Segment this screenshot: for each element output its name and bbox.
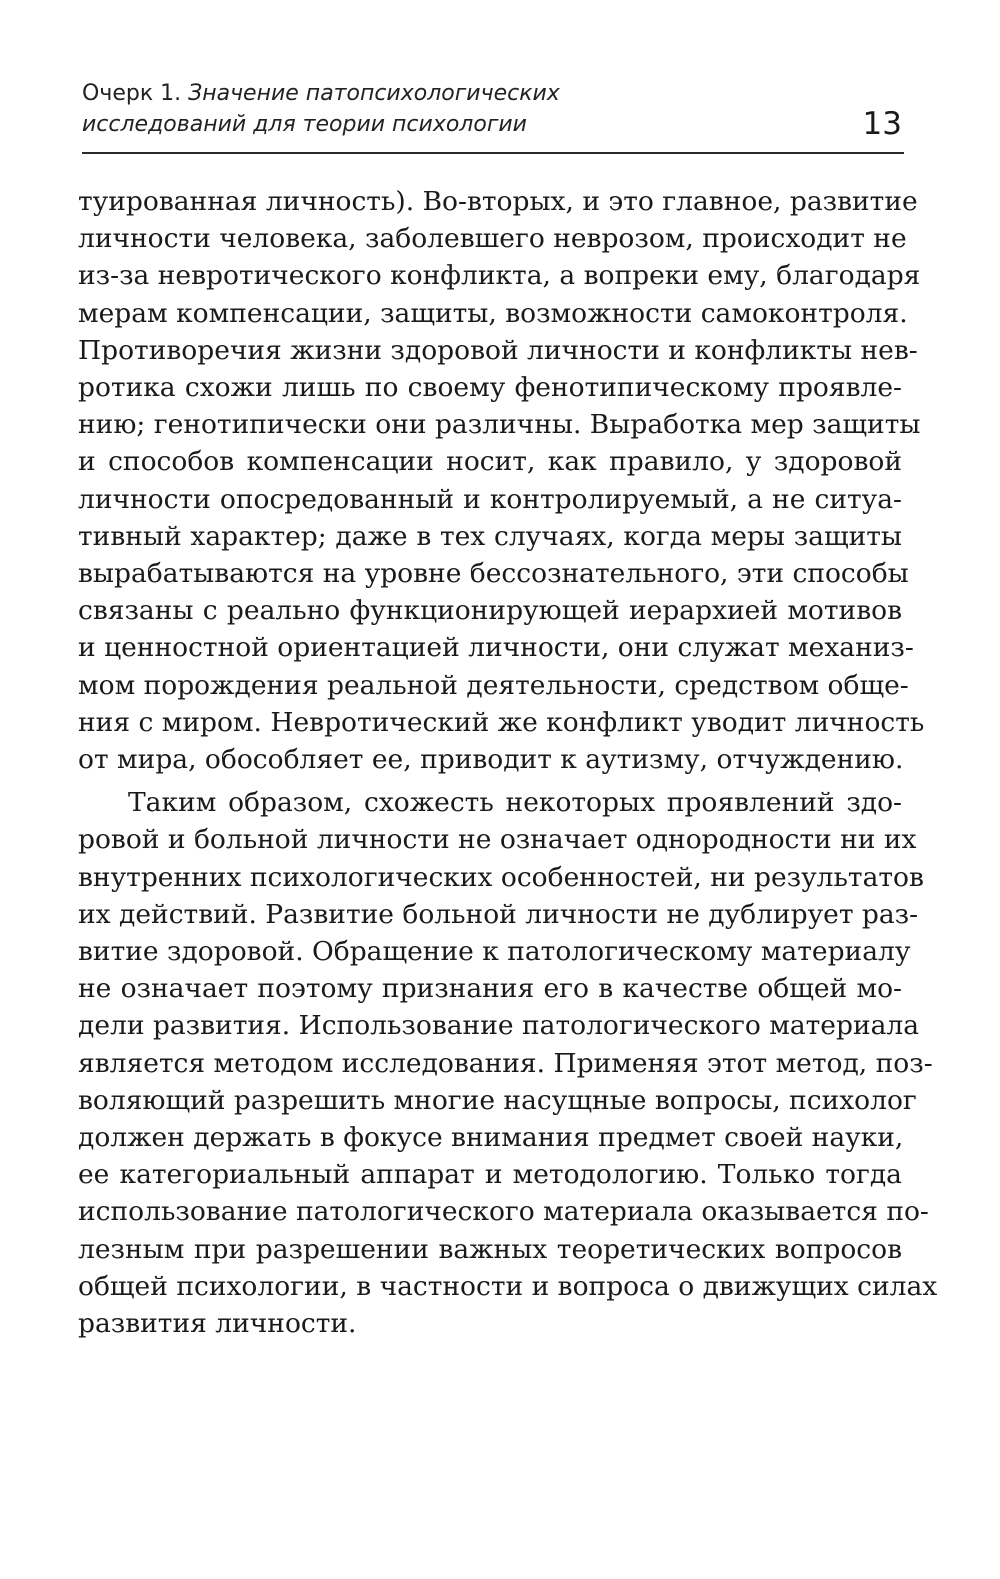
chapter-title-line-1: Значение патопсихологических: [188, 81, 560, 106]
text-line: связаны с реально функционирующей иерархией мотивов: [78, 595, 902, 627]
text-line: ротика схожи лишь по своему фенотипическому проявле-: [78, 372, 902, 404]
paragraph-1: [78, 183, 925, 778]
text-line: использование патологического материала оказывается по-: [78, 1196, 929, 1228]
page-number: 13: [862, 106, 902, 142]
text-line: личности человека, заболевшего неврозом, происходит не: [78, 223, 907, 255]
chapter-title-line-2: исследований для теории психологии: [82, 112, 527, 137]
text-line: и способов компенсации носит, как правило, у здоровой: [78, 446, 902, 478]
text-line: не означает поэтому признания его в качестве общей мо-: [78, 973, 902, 1005]
text-line: ния с миром. Невротический же конфликт уводит личность: [78, 706, 925, 738]
running-head: [82, 78, 902, 150]
text-line: ее категориальный аппарат и методологию. Только тогда: [78, 1159, 902, 1191]
text-line: нию; генотипически они различны. Выработка мер защиты: [78, 409, 921, 441]
text-line: дели развития. Использование патологического материала: [78, 1010, 920, 1042]
text-line: мерам компенсации, защиты, возможности самоконтроля.: [78, 297, 908, 329]
text-line: из-за невротического конфликта, а вопреки ему, благодаря: [78, 260, 921, 292]
text-line: и ценностной ориентацией личности, они служат механиз-: [78, 632, 914, 664]
text-line: мом порождения реальной деятельности, средством обще-: [78, 669, 909, 701]
text-line: должен держать в фокусе внимания предмет своей науки,: [78, 1122, 904, 1154]
text-line: внутренних психологических особенностей, ни результатов: [78, 861, 924, 893]
text-line: Противоречия жизни здоровой личности и конфликты нев-: [78, 334, 918, 366]
text-line: общей психологии, в частности и вопроса о движущих силах: [78, 1270, 938, 1302]
text-line: воляющий разрешить многие насущные вопросы, психолог: [78, 1084, 917, 1116]
text-line: Таким образом, схожесть некоторых проявлений здо-: [128, 787, 902, 819]
text-line: является методом исследования. Применяя этот метод, поз-: [78, 1047, 933, 1079]
text-line: витие здоровой. Обращение к патологическому материалу: [78, 936, 911, 968]
running-head-line-2: [82, 109, 902, 140]
text-line: ровой и больной личности не означает однородности ни их: [78, 824, 917, 856]
text-line: лезным при разрешении важных теоретических вопросов: [78, 1233, 902, 1265]
text-line: вырабатываются на уровне бессознательного, эти способы: [78, 558, 909, 590]
header-rule: [82, 152, 904, 154]
chapter-label: Очерк 1.: [82, 81, 182, 106]
paragraph-2: [78, 784, 938, 1342]
body-text: [78, 183, 938, 1342]
text-line: развития личности.: [78, 1308, 357, 1340]
text-line: от мира, обособляет ее, приводит к аутизму, отчуждению.: [78, 744, 904, 776]
text-line: тивный характер; даже в тех случаях, когда меры защиты: [78, 520, 902, 552]
text-line: туированная личность). Во-вторых, и это главное, развитие: [78, 186, 918, 217]
running-head-line-1: [82, 78, 902, 109]
text-line: их действий. Развитие больной личности не дублирует раз-: [78, 898, 919, 930]
text-line: личности опосредованный и контролируемый, а не ситуа-: [78, 483, 902, 515]
